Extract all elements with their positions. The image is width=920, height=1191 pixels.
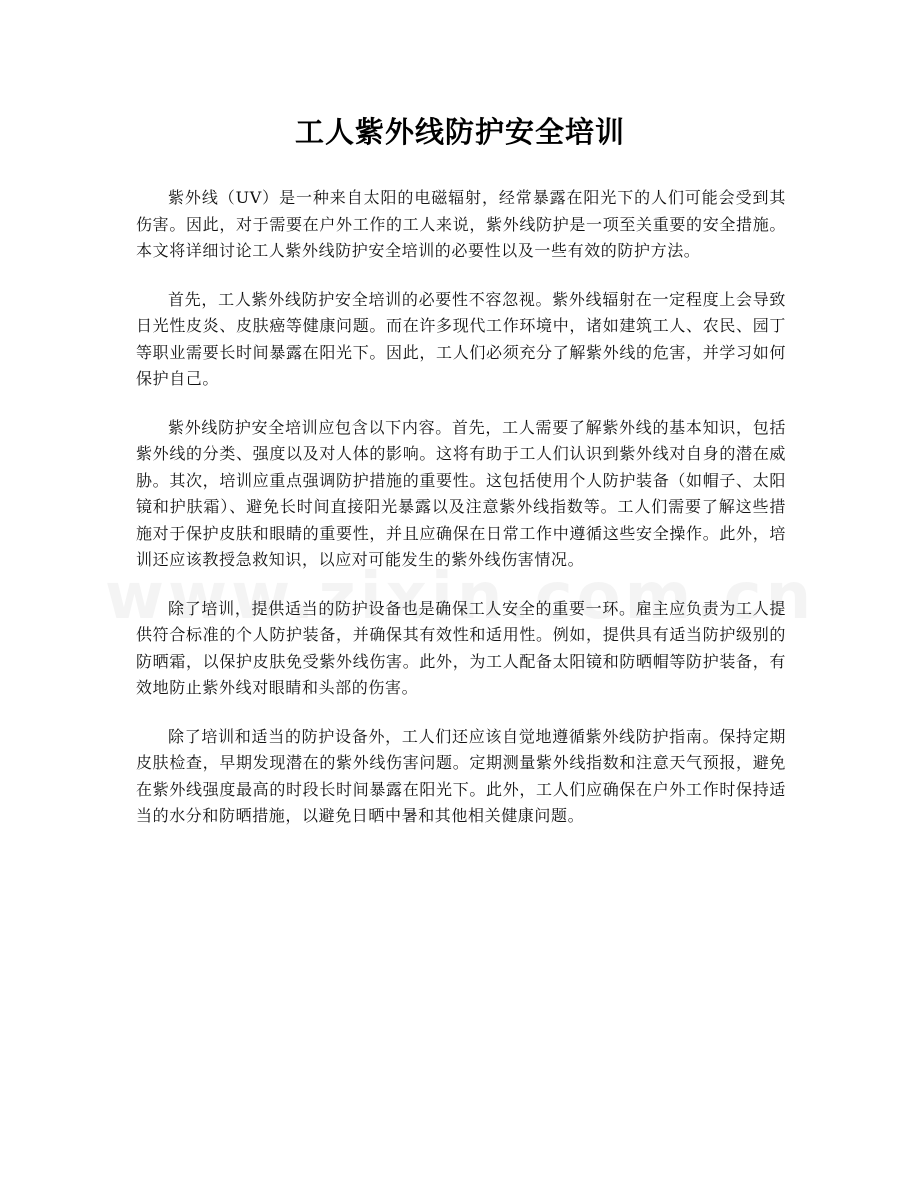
paragraph-5: 除了培训和适当的防护设备外，工人们还应该自觉地遵循紫外线防护指南。保持定期皮肤检查，早期发现潜在的紫外线伤害问题。定期测量紫外线指数和注意天气预报，避免在紫外线强度最高的时段长时间暴露在阳光下。此外，工人们应确保在户外工作时保持适当的水分和防晒措施，以避免日晒中暑和其他相关健康问题。 xyxy=(136,726,786,825)
paragraph-4: 除了培训，提供适当的防护设备也是确保工人安全的重要一环。雇主应负责为工人提供符合标准的个人防护装备，并确保其有效性和适用性。例如，提供具有适当防护级别的防晒霜，以保护皮肤免受紫外线伤害。此外，为工人配备太阳镜和防晒帽等防护装备，有效地防止紫外线对眼睛和头部的伤害。 xyxy=(136,598,786,697)
paragraph-3: 紫外线防护安全培训应包含以下内容。首先，工人需要了解紫外线的基本知识，包括紫外线的分类、强度以及对人体的影响。这将有助于工人们认识到紫外线对自身的潜在威胁。其次，培训应重点强调防护措施的重要性。这包括使用个人防护装备（如帽子、太阳镜和护肤霜）、避免长时间直接阳光暴露以及注意紫外线指数等。工人们需要了解这些措施对于保护皮肤和眼睛的重要性，并且应确保在日常工作中遵循这些安全操作。此外，培训还应该教授急救知识，以应对可能发生的紫外线伤害情况。 xyxy=(136,417,786,569)
document-title: 工人紫外线防护安全培训 xyxy=(294,115,625,149)
document-body xyxy=(136,185,786,852)
paragraph-1: 紫外线（UV）是一种来自太阳的电磁辐射，经常暴露在阳光下的人们可能会受到其伤害。因此，对于需要在户外工作的工人来说，紫外线防护是一项至关重要的安全措施。本文将详细讨论工人紫外线防护安全培训的必要性以及一些有效的防护方法。 xyxy=(136,188,786,260)
paragraph-2: 首先，工人紫外线防护安全培训的必要性不容忽视。紫外线辐射在一定程度上会导致日光性皮炎、皮肤癌等健康问题。而在许多现代工作环境中，诸如建筑工人、农民、园丁等职业需要长时间暴露在阳光下。因此，工人们必须充分了解紫外线的危害，并学习如何保护自己。 xyxy=(136,289,786,388)
